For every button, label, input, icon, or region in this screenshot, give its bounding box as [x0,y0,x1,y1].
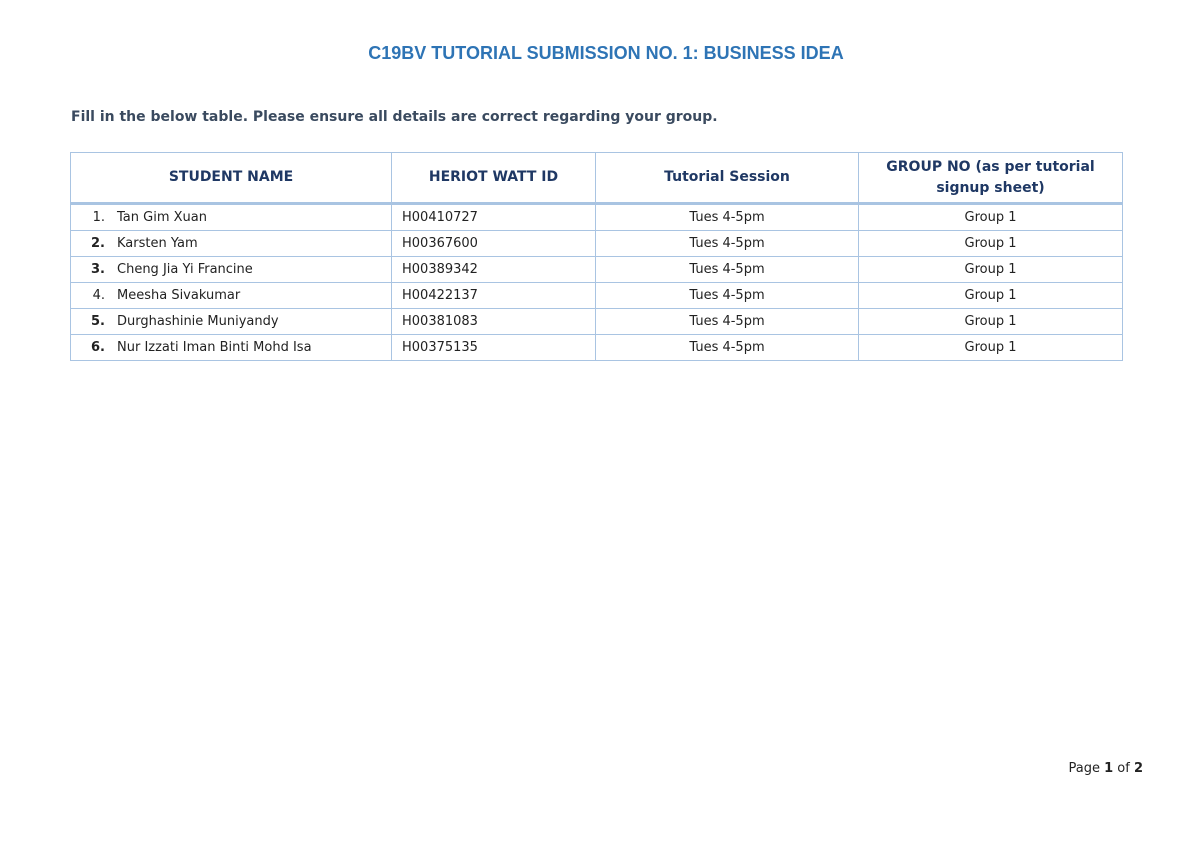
table-header-row [71,153,1123,204]
student-id: H00375135 [392,335,596,361]
table-row [71,309,1123,335]
student-id: H00410727 [392,204,596,231]
group-number: Group 1 [859,283,1123,309]
table-row [71,204,1123,231]
table-row [71,335,1123,361]
current-page-number: 1 [1104,761,1114,776]
row-number: 5. [91,314,105,329]
row-number: 1. [92,210,105,225]
student-name: Tan Gim Xuan [117,210,207,225]
of-label: of [1117,761,1130,776]
header-group-no: GROUP NO (as per tutorial signup sheet) [859,153,1123,204]
group-number: Group 1 [859,309,1123,335]
header-heriot-watt-id: HERIOT WATT ID [392,153,596,204]
table-row [71,283,1123,309]
student-id: H00422137 [392,283,596,309]
tutorial-session: Tues 4-5pm [596,335,859,361]
tutorial-session: Tues 4-5pm [596,309,859,335]
student-name-cell [71,231,392,257]
page-label: Page [1068,761,1100,776]
student-id: H00381083 [392,309,596,335]
student-name-cell [71,283,392,309]
student-name-cell [71,309,392,335]
group-number: Group 1 [859,335,1123,361]
tutorial-session: Tues 4-5pm [596,257,859,283]
row-number: 3. [91,262,105,277]
student-name: Cheng Jia Yi Francine [117,262,253,277]
student-table [70,152,1123,361]
page-footer [1068,761,1143,776]
group-number: Group 1 [859,204,1123,231]
table-row [71,231,1123,257]
instruction-text: Fill in the below table. Please ensure all details are correct regarding your group. [71,109,718,125]
group-number: Group 1 [859,231,1123,257]
student-name-cell [71,257,392,283]
tutorial-session: Tues 4-5pm [596,231,859,257]
student-name-cell [71,204,392,231]
document-title: C19BV TUTORIAL SUBMISSION NO. 1: BUSINESS IDEA [368,43,844,63]
student-name: Meesha Sivakumar [117,288,241,303]
student-name: Karsten Yam [117,236,198,251]
row-number: 6. [91,340,105,355]
header-tutorial-session: Tutorial Session [596,153,859,204]
student-name: Nur Izzati Iman Binti Mohd Isa [117,340,312,355]
student-id: H00367600 [392,231,596,257]
row-number: 4. [92,288,105,303]
row-number: 2. [91,236,105,251]
table-row [71,257,1123,283]
total-pages-number: 2 [1133,761,1143,776]
student-id: H00389342 [392,257,596,283]
group-number: Group 1 [859,257,1123,283]
header-student-name: STUDENT NAME [71,153,392,204]
student-name-cell [71,335,392,361]
tutorial-session: Tues 4-5pm [596,283,859,309]
student-name: Durghashinie Muniyandy [117,314,279,329]
tutorial-session: Tues 4-5pm [596,204,859,231]
